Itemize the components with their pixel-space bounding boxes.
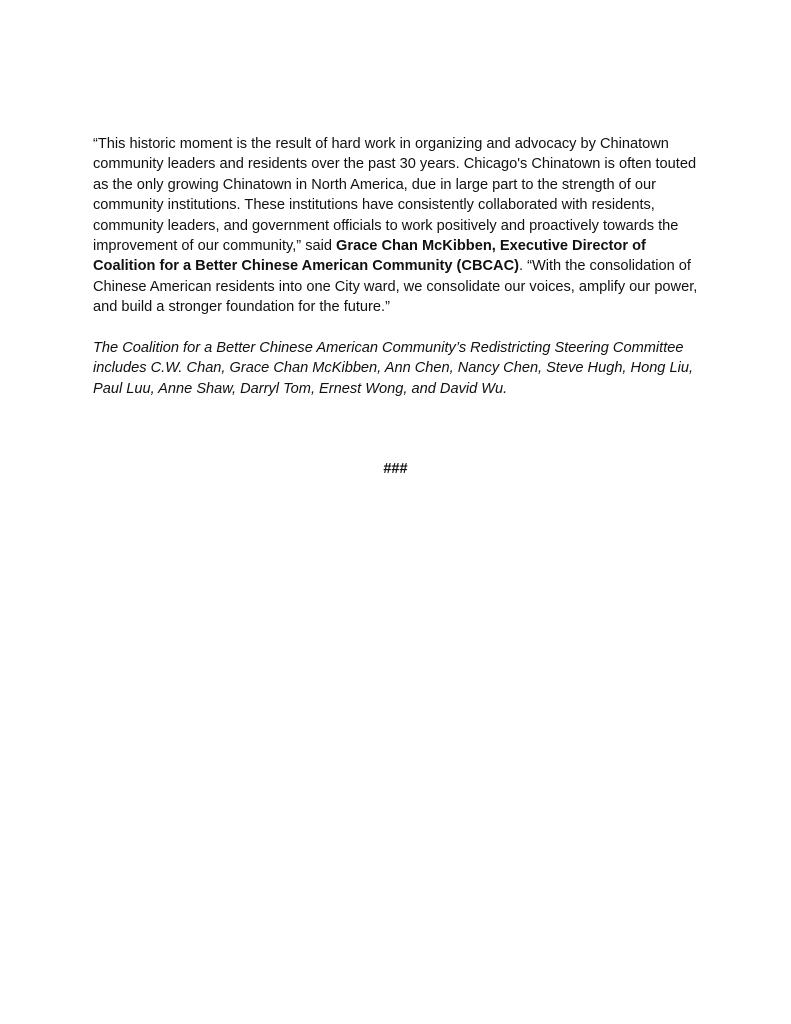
document-body: [93, 134, 703, 399]
quote-paragraph: [93, 134, 703, 318]
quote-text-part1: “This historic moment is the result of hard work in organizing and advocacy by Chinatown community leaders and residents over the past 30 years. Chicago's Chinatown is often touted as the only growing Chinatown in North America, due in large part to the strength of our community institutions. These institutions have consistently collaborated with residents, community leaders, and government officials to work positively and proactively towards the improvement of our community,” said: [93, 136, 697, 255]
speaker-attribution: Grace Chan McKibben, Executive Director of Coalition for a Better Chinese American Community (CBCAC): [93, 238, 646, 275]
quote-text-part2: . “With the consolidation of Chinese American residents into one City ward, we consolidate our voices, amplify our power, and build a stronger foundation for the future.”: [93, 258, 698, 316]
end-mark: ###: [383, 461, 408, 477]
committee-paragraph: The Coalition for a Better Chinese American Community’s Redistricting Steering Committee includes C.W. Chan, Grace Chan McKibben, Ann Chen, Nancy Chen, Steve Hugh, Hong Liu, Paul Luu, Anne Shaw, Darryl Tom, Ernest Wong, and David Wu.: [93, 340, 694, 397]
